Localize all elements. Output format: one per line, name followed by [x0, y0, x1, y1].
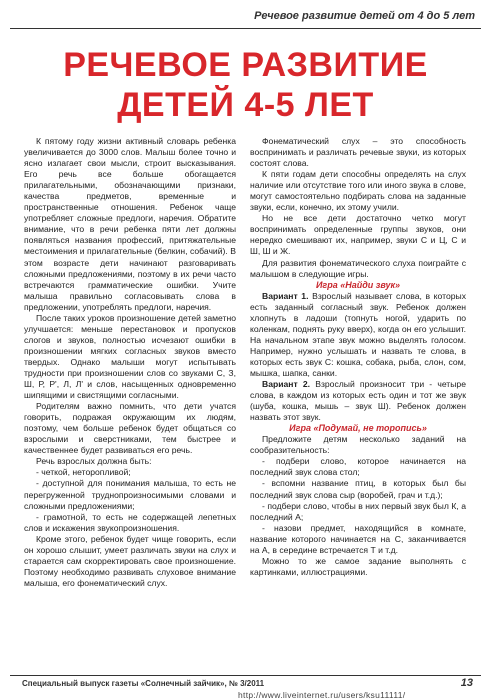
paragraph: Фонематический слух – это способность воспринимать и различать речевые звуки, из которых состоят слова. [250, 136, 466, 169]
paragraph: К пятому году жизни активный словарь ребенка увеличивается до 3000 слов. Малыш более точно и ясно излагает свои мысли, строит высказывания. Его речь все больше обогащается прилагательными, обозначающими признаки, качества предметов, временные и пространственные отношения. Ребенок чаще употребляет сложные предлоги, наречия. Обратите внимание, что в речи ребенка пяти лет должны появляться названия профессий, притяжательные местоимения и прилагательные (белкин, собачий). В этом возрасте дети начинают разговаривать сложными предложениями, поэтому в их речи часто встречаются грамматические ошибки. Учите малыша правильно согласовывать слова в предложении, употреблять предлоги, наречия. [24, 136, 236, 312]
game-title: Игра «Найди звук» [315, 279, 401, 290]
left-column [24, 136, 236, 589]
variant-label: Вариант 1. [262, 290, 309, 301]
paragraph: После таких уроков произношение детей заметно улучшается: меньше перестановок и пропусков слогов и звуков, полностью исчезают ошибки в произношении мягких согласных звуков вместо твердых. Однако малыши могут испытывать трудности при произношении слов со звуками С, З, Ш, Р, Р', Л, Л' и слов, насыщенных одновременно шипящими и свистящими согласными. [24, 312, 236, 401]
variant-label: Вариант 2. [262, 379, 311, 390]
task-item: - вспомни название птиц, в которых был бы последний звук слова сыр (воробей, грач и т.д.); [250, 478, 466, 500]
paragraph: Родителям важно помнить, что дети учатся говорить, подражая окружающим их людям, поэтому, чем больше ребенок будет общаться со взрослыми и сверстниками, тем быстрее и качественнее будет развиваться его речь. [24, 401, 236, 456]
paragraph: Речь взрослых должна быть: [36, 456, 152, 467]
task-item: - подбери слово, чтобы в них первый звук был К, а последний А; [250, 500, 466, 522]
paragraph: Предложите детям несколько заданий на сообразительность: [250, 434, 466, 456]
task-item: - назови предмет, находящийся в комнате, название которого начинается на С, заканчивается на А, в середине встречается Т и т.д. [250, 522, 466, 555]
publication-info: Специальный выпуск газеты «Солнечный зайчик», № 3/2011 [22, 679, 265, 688]
game-title: Игра «Подумай, не торопись» [289, 423, 427, 434]
footer-divider [10, 675, 481, 676]
paragraph: Можно то же самое задание выполнять с картинками, иллюстрациями. [250, 555, 466, 577]
paragraph: Для развития фонематического слуха поиграйте с малышом в следующие игры. [250, 257, 466, 279]
paragraph: К пяти годам дети способны определять на слух наличие или отсутствие того или иного звука в слове, могут самостоятельно подбирать слова на заданные звуки, если, конечно, их этому учили. [250, 169, 466, 213]
page-title-line-1: РЕЧЕВОЕ РАЗВИТИЕ [63, 46, 428, 84]
list-item: - четкой, неторопливой; [36, 467, 131, 478]
variant-text: Взрослый произносит три - четыре слова, в каждом из которых есть один и тот же звук (шуба, кошка, мышь – звук Ш). Ребенок должен назвать этот звук. [250, 379, 466, 423]
list-item: - грамотной, то есть не содержащей лепетных слов и искажения звукопроизношения. [24, 511, 236, 533]
page-number: 13 [460, 677, 473, 689]
running-title: Речевое развитие детей от 4 до 5 лет [254, 10, 475, 22]
list-item: - доступной для понимания малыша, то есть не перегруженной труднопроизносимыми словами и сложными предложениями; [24, 478, 236, 511]
paragraph: Но не все дети достаточно четко могут воспринимать определенные группы звуков, они нередко смешивают их, например, звуки С и Ц, С и Ш, Ш и Ж. [250, 213, 466, 257]
task-item: - подбери слово, которое начинается на последний звук слова стол; [250, 456, 466, 478]
variant-paragraph [250, 379, 466, 423]
variant-paragraph [250, 291, 466, 379]
watermark-url: http://www.liveinternet.ru/users/ksu11111/ [238, 690, 406, 700]
right-column [250, 136, 466, 578]
header-divider [10, 28, 481, 29]
page-title-line-2: ДЕТЕЙ 4-5 ЛЕТ [117, 86, 374, 124]
variant-text: Взрослый называет слова, в которых есть заданный согласный звук. Ребенок должен хлопнуть в ладоши (топнуть ногой, ударить по коленкам, поднять руку вверх), когда он его услышит. На начальном этапе звук можно выделять голосом. Например, нужно услышать и назвать те слова, в которых есть звук С: кошка, собака, рыба, слон, сом, мышка, шапка, санки. [250, 290, 466, 378]
paragraph: Кроме этого, ребенок будет чище говорить, если он хорошо слышит, умеет различать звуки на слух и старается сам скорректировать свое произношение. Поэтому необходимо развивать слуховое внимание малыша, его фонематический слух. [24, 533, 236, 588]
